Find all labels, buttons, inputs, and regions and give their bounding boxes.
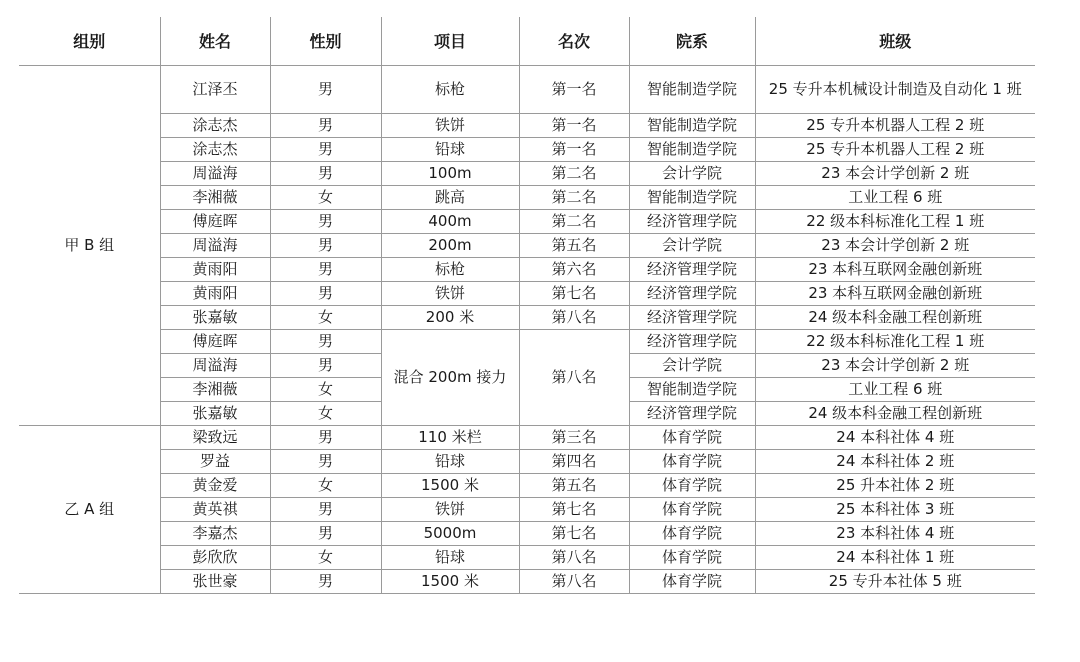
name-cell: 彭欣欣 bbox=[160, 546, 270, 570]
gender-cell: 女 bbox=[270, 546, 381, 570]
gender-cell: 男 bbox=[270, 450, 381, 474]
table-row bbox=[19, 258, 1035, 282]
header-gender: 性别 bbox=[270, 17, 381, 66]
rank-cell: 第二名 bbox=[519, 210, 629, 234]
gender-cell: 男 bbox=[270, 138, 381, 162]
rank-cell: 第二名 bbox=[519, 186, 629, 210]
class-cell: 25 升本社体 2 班 bbox=[755, 474, 1035, 498]
event-cell: 400m bbox=[381, 210, 519, 234]
name-cell: 周溢海 bbox=[160, 354, 270, 378]
table-row bbox=[19, 138, 1035, 162]
table-row bbox=[19, 474, 1035, 498]
event-cell: 铁饼 bbox=[381, 498, 519, 522]
group-cell: 甲 B 组 bbox=[19, 66, 160, 426]
name-cell: 涂志杰 bbox=[160, 114, 270, 138]
group-cell: 乙 A 组 bbox=[19, 426, 160, 594]
class-cell: 24 本科社体 2 班 bbox=[755, 450, 1035, 474]
event-cell: 跳高 bbox=[381, 186, 519, 210]
class-cell: 工业工程 6 班 bbox=[755, 186, 1035, 210]
name-cell: 梁致远 bbox=[160, 426, 270, 450]
header-class: 班级 bbox=[755, 17, 1035, 66]
college-cell: 智能制造学院 bbox=[629, 66, 755, 114]
header-college: 院系 bbox=[629, 17, 755, 66]
event-cell: 5000m bbox=[381, 522, 519, 546]
table-row bbox=[19, 426, 1035, 450]
event-cell: 200 米 bbox=[381, 306, 519, 330]
rank-cell: 第五名 bbox=[519, 234, 629, 258]
class-cell: 24 本科社体 1 班 bbox=[755, 546, 1035, 570]
gender-cell: 男 bbox=[270, 210, 381, 234]
college-cell: 体育学院 bbox=[629, 570, 755, 594]
event-cell: 标枪 bbox=[381, 66, 519, 114]
event-cell: 铁饼 bbox=[381, 282, 519, 306]
gender-cell: 男 bbox=[270, 570, 381, 594]
name-cell: 傅庭晖 bbox=[160, 210, 270, 234]
name-cell: 李湘薇 bbox=[160, 186, 270, 210]
event-cell: 铅球 bbox=[381, 450, 519, 474]
table-row bbox=[19, 210, 1035, 234]
name-cell: 黄雨阳 bbox=[160, 282, 270, 306]
class-cell: 25 专升本社体 5 班 bbox=[755, 570, 1035, 594]
table-row bbox=[19, 306, 1035, 330]
name-cell: 傅庭晖 bbox=[160, 330, 270, 354]
gender-cell: 女 bbox=[270, 402, 381, 426]
relay-rank-cell: 第八名 bbox=[519, 330, 629, 426]
table-row bbox=[19, 114, 1035, 138]
gender-cell: 女 bbox=[270, 378, 381, 402]
table-row bbox=[19, 570, 1035, 594]
class-cell: 24 级本科金融工程创新班 bbox=[755, 402, 1035, 426]
header-name: 姓名 bbox=[160, 17, 270, 66]
name-cell: 黄英祺 bbox=[160, 498, 270, 522]
class-cell: 25 专升本机器人工程 2 班 bbox=[755, 138, 1035, 162]
name-cell: 张世豪 bbox=[160, 570, 270, 594]
gender-cell: 男 bbox=[270, 258, 381, 282]
event-cell: 200m bbox=[381, 234, 519, 258]
rank-cell: 第八名 bbox=[519, 570, 629, 594]
class-cell: 22 级本科标准化工程 1 班 bbox=[755, 330, 1035, 354]
college-cell: 体育学院 bbox=[629, 426, 755, 450]
rank-cell: 第一名 bbox=[519, 114, 629, 138]
gender-cell: 男 bbox=[270, 114, 381, 138]
college-cell: 体育学院 bbox=[629, 450, 755, 474]
college-cell: 经济管理学院 bbox=[629, 210, 755, 234]
rank-cell: 第一名 bbox=[519, 66, 629, 114]
name-cell: 周溢海 bbox=[160, 234, 270, 258]
college-cell: 体育学院 bbox=[629, 474, 755, 498]
event-cell: 110 米栏 bbox=[381, 426, 519, 450]
gender-cell: 女 bbox=[270, 474, 381, 498]
rank-cell: 第五名 bbox=[519, 474, 629, 498]
gender-cell: 女 bbox=[270, 306, 381, 330]
name-cell: 黄金爱 bbox=[160, 474, 270, 498]
table-row bbox=[19, 498, 1035, 522]
name-cell: 张嘉敏 bbox=[160, 306, 270, 330]
class-cell: 24 级本科金融工程创新班 bbox=[755, 306, 1035, 330]
class-cell: 23 本科社体 4 班 bbox=[755, 522, 1035, 546]
results-table bbox=[19, 17, 1035, 594]
event-cell: 铁饼 bbox=[381, 114, 519, 138]
college-cell: 经济管理学院 bbox=[629, 258, 755, 282]
college-cell: 会计学院 bbox=[629, 234, 755, 258]
rank-cell: 第二名 bbox=[519, 162, 629, 186]
header-row bbox=[19, 17, 1035, 66]
rank-cell: 第七名 bbox=[519, 522, 629, 546]
table-row bbox=[19, 522, 1035, 546]
table-row bbox=[19, 450, 1035, 474]
name-cell: 涂志杰 bbox=[160, 138, 270, 162]
college-cell: 体育学院 bbox=[629, 546, 755, 570]
event-cell: 铅球 bbox=[381, 546, 519, 570]
class-cell: 23 本会计学创新 2 班 bbox=[755, 354, 1035, 378]
college-cell: 体育学院 bbox=[629, 522, 755, 546]
table-row bbox=[19, 330, 1035, 354]
class-cell: 22 级本科标准化工程 1 班 bbox=[755, 210, 1035, 234]
class-cell: 23 本会计学创新 2 班 bbox=[755, 234, 1035, 258]
event-cell: 1500 米 bbox=[381, 570, 519, 594]
rank-cell: 第八名 bbox=[519, 306, 629, 330]
name-cell: 黄雨阳 bbox=[160, 258, 270, 282]
rank-cell: 第三名 bbox=[519, 426, 629, 450]
table-row bbox=[19, 234, 1035, 258]
rank-cell: 第六名 bbox=[519, 258, 629, 282]
gender-cell: 男 bbox=[270, 234, 381, 258]
gender-cell: 男 bbox=[270, 282, 381, 306]
event-cell: 铅球 bbox=[381, 138, 519, 162]
table-row bbox=[19, 546, 1035, 570]
college-cell: 经济管理学院 bbox=[629, 402, 755, 426]
college-cell: 智能制造学院 bbox=[629, 378, 755, 402]
class-cell: 23 本科互联网金融创新班 bbox=[755, 258, 1035, 282]
header-event: 项目 bbox=[381, 17, 519, 66]
relay-event-cell: 混合 200m 接力 bbox=[381, 330, 519, 426]
college-cell: 智能制造学院 bbox=[629, 138, 755, 162]
name-cell: 周溢海 bbox=[160, 162, 270, 186]
class-cell: 23 本科互联网金融创新班 bbox=[755, 282, 1035, 306]
class-cell: 工业工程 6 班 bbox=[755, 378, 1035, 402]
gender-cell: 男 bbox=[270, 162, 381, 186]
rank-cell: 第八名 bbox=[519, 546, 629, 570]
gender-cell: 男 bbox=[270, 426, 381, 450]
header-group: 组别 bbox=[19, 17, 160, 66]
name-cell: 李嘉杰 bbox=[160, 522, 270, 546]
class-cell: 23 本会计学创新 2 班 bbox=[755, 162, 1035, 186]
header-rank: 名次 bbox=[519, 17, 629, 66]
table-row bbox=[19, 66, 1035, 114]
college-cell: 经济管理学院 bbox=[629, 282, 755, 306]
event-cell: 100m bbox=[381, 162, 519, 186]
event-cell: 标枪 bbox=[381, 258, 519, 282]
gender-cell: 男 bbox=[270, 522, 381, 546]
event-cell: 1500 米 bbox=[381, 474, 519, 498]
class-cell: 25 本科社体 3 班 bbox=[755, 498, 1035, 522]
class-cell: 25 专升本机器人工程 2 班 bbox=[755, 114, 1035, 138]
class-cell: 24 本科社体 4 班 bbox=[755, 426, 1035, 450]
college-cell: 会计学院 bbox=[629, 162, 755, 186]
gender-cell: 男 bbox=[270, 66, 381, 114]
rank-cell: 第一名 bbox=[519, 138, 629, 162]
college-cell: 经济管理学院 bbox=[629, 330, 755, 354]
name-cell: 张嘉敏 bbox=[160, 402, 270, 426]
rank-cell: 第四名 bbox=[519, 450, 629, 474]
college-cell: 会计学院 bbox=[629, 354, 755, 378]
name-cell: 江泽丕 bbox=[160, 66, 270, 114]
table-row bbox=[19, 162, 1035, 186]
name-cell: 罗益 bbox=[160, 450, 270, 474]
name-cell: 李湘薇 bbox=[160, 378, 270, 402]
gender-cell: 男 bbox=[270, 498, 381, 522]
college-cell: 智能制造学院 bbox=[629, 186, 755, 210]
table-row bbox=[19, 282, 1035, 306]
table-row bbox=[19, 186, 1035, 210]
college-cell: 经济管理学院 bbox=[629, 306, 755, 330]
rank-cell: 第七名 bbox=[519, 498, 629, 522]
rank-cell: 第七名 bbox=[519, 282, 629, 306]
college-cell: 智能制造学院 bbox=[629, 114, 755, 138]
gender-cell: 男 bbox=[270, 330, 381, 354]
gender-cell: 女 bbox=[270, 186, 381, 210]
college-cell: 体育学院 bbox=[629, 498, 755, 522]
gender-cell: 男 bbox=[270, 354, 381, 378]
class-cell: 25 专升本机械设计制造及自动化 1 班 bbox=[755, 66, 1035, 114]
